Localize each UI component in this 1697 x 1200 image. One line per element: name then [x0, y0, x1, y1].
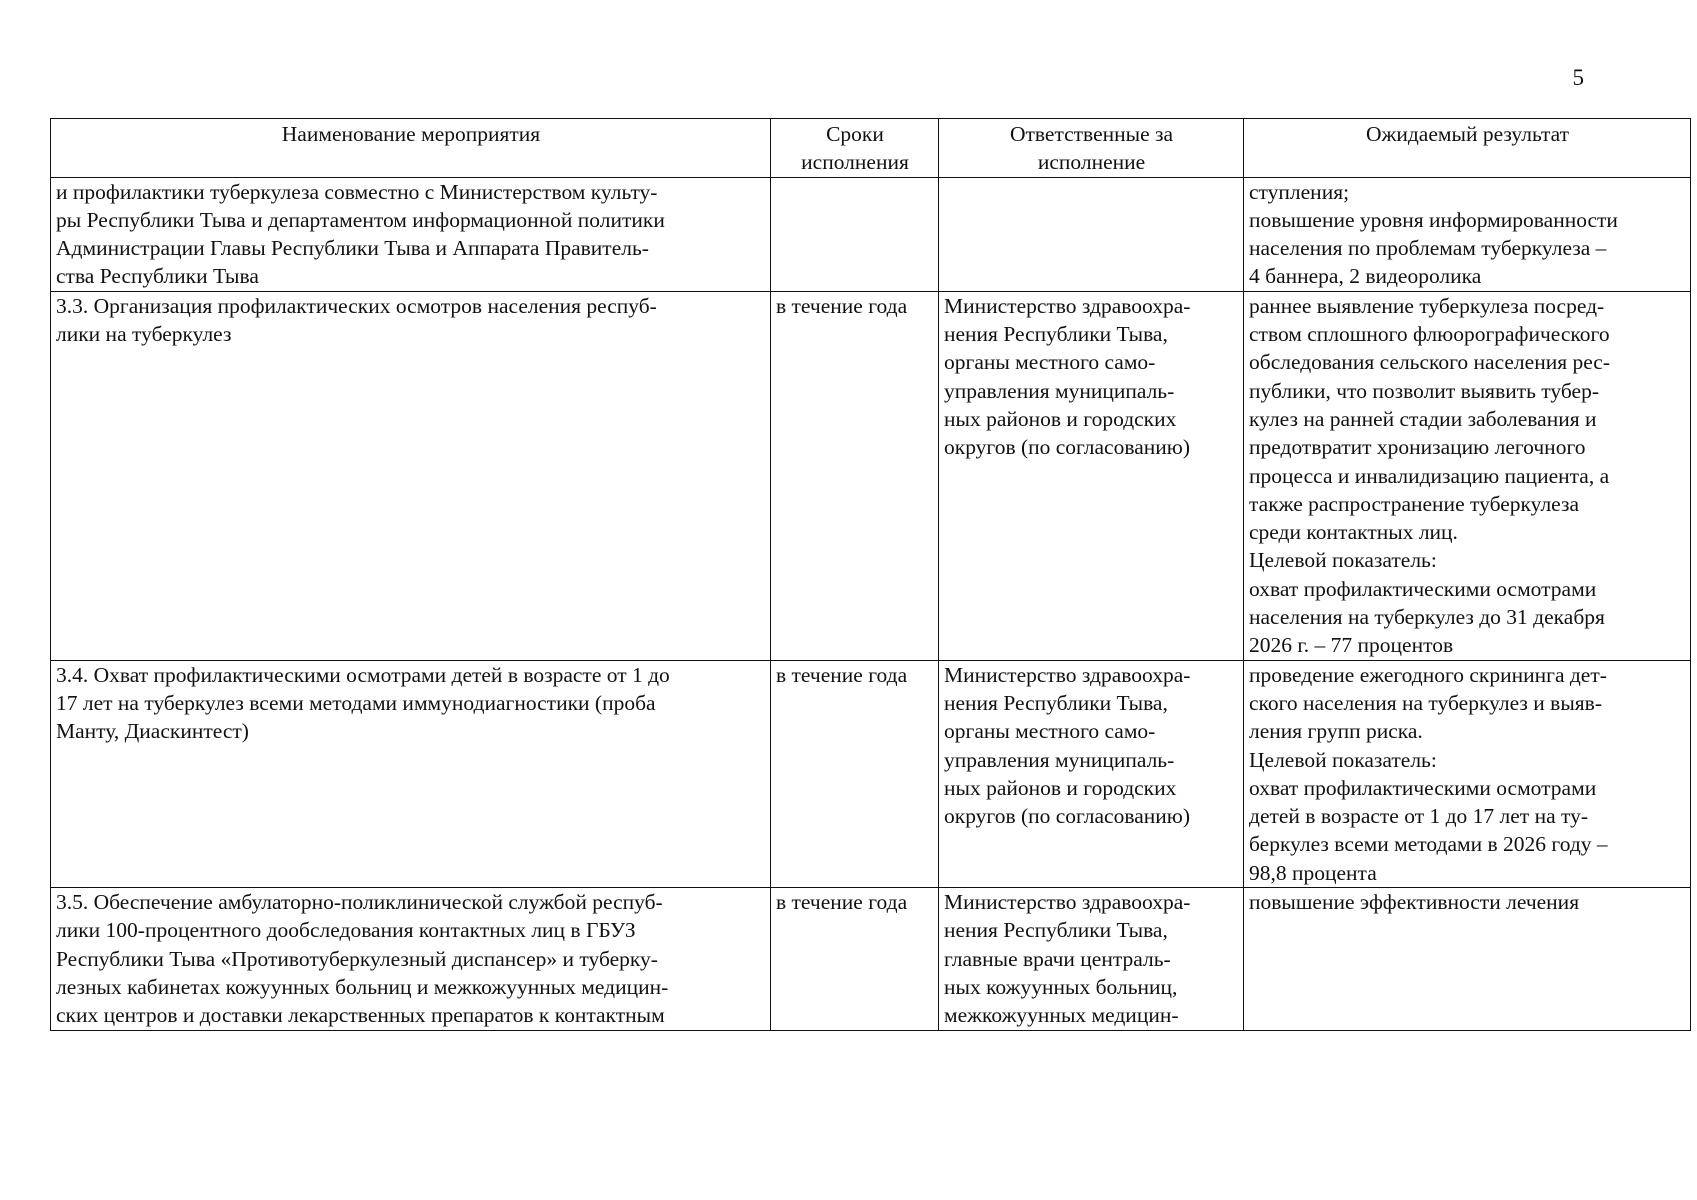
- header-text: исполнение: [1037, 150, 1146, 175]
- header-text: Ожидаемый результат: [1365, 122, 1569, 146]
- result-cell-line: населения на туберкулез до 31 декабря: [1249, 605, 1605, 630]
- events-table: [50, 118, 1691, 1031]
- result-cell-line: обследования сельского населения рес-: [1249, 350, 1611, 375]
- table-row: [51, 177, 1691, 291]
- event-cell-line: Манту, Диаскинтест): [56, 719, 249, 744]
- event-cell-line: ства Республики Тыва: [56, 264, 259, 289]
- event-cell-line: ры Республики Тыва и департаментом информационной политики: [56, 207, 665, 232]
- event-cell-line: и профилактики туберкулеза совместно с Министерством культу-: [56, 179, 658, 204]
- deadline-cell-line: в течение года: [776, 890, 908, 915]
- event-cell: [51, 177, 771, 291]
- result-cell-line: повышение эффективности лечения: [1249, 890, 1580, 915]
- header-result: [1244, 119, 1691, 178]
- event-cell-line: Администрации Главы Республики Тыва и Аппарата Правитель-: [56, 236, 649, 261]
- result-cell-line: среди контактных лиц.: [1249, 520, 1458, 545]
- result-cell-line: предотвратит хронизацию легочного: [1249, 435, 1586, 460]
- responsible-cell-line: нения Республики Тыва,: [944, 690, 1168, 715]
- responsible-cell-line: управления муниципаль-: [944, 378, 1175, 403]
- responsible-cell-line: органы местного само-: [944, 719, 1156, 744]
- header-text: Сроки: [826, 122, 884, 146]
- responsible-cell-line: ных районов и городских: [944, 775, 1177, 800]
- result-cell-line: Целевой показатель:: [1249, 747, 1437, 772]
- result-cell-line: ления групп риска.: [1249, 719, 1423, 744]
- result-cell-line: ского населения на туберкулез и выяв-: [1249, 690, 1602, 715]
- header-event: [51, 119, 771, 178]
- deadline-cell-line: в течение года: [776, 662, 908, 687]
- result-cell-line: детей в возрасте от 1 до 17 лет на ту-: [1249, 804, 1589, 829]
- event-cell-line: Республики Тыва «Противотуберкулезный диспансер» и туберку-: [56, 946, 658, 971]
- event-cell-line: лики на туберкулез: [56, 322, 232, 347]
- responsible-cell-line: нения Республики Тыва,: [944, 918, 1168, 943]
- event-cell-line: 17 лет на туберкулез всеми методами иммунодиагностики (проба: [56, 690, 656, 715]
- responsible-cell-line: главные врачи централь-: [944, 946, 1171, 971]
- result-cell-line: охват профилактическими осмотрами: [1249, 576, 1597, 601]
- event-cell-line: лики 100-процентного дообследования контактных лиц в ГБУЗ: [56, 918, 636, 943]
- header-deadline: [771, 119, 939, 178]
- result-cell: [1244, 291, 1691, 660]
- result-cell: [1244, 660, 1691, 887]
- result-cell-line: ступления;: [1249, 179, 1350, 204]
- responsible-cell-line: Министерство здравоохра-: [944, 662, 1191, 687]
- result-cell-line: ством сплошного флюорографического: [1249, 322, 1610, 347]
- responsible-cell: [939, 888, 1244, 1030]
- result-cell-line: раннее выявление туберкулеза посред-: [1249, 293, 1605, 318]
- result-cell-line: проведение ежегодного скрининга дет-: [1249, 662, 1607, 687]
- result-cell-line: кулез на ранней стадии заболевания и: [1249, 406, 1597, 431]
- table-row: [51, 660, 1691, 887]
- responsible-cell-line: управления муниципаль-: [944, 747, 1175, 772]
- result-cell: [1244, 888, 1691, 1030]
- event-cell-line: ских центров и доставки лекарственных препаратов к контактным: [56, 1003, 665, 1028]
- responsible-cell-line: Министерство здравоохра-: [944, 293, 1191, 318]
- event-cell: [51, 888, 771, 1030]
- result-cell-line: охват профилактическими осмотрами: [1249, 775, 1597, 800]
- table-row: [51, 888, 1691, 1030]
- deadline-cell: [771, 177, 939, 291]
- header-text: Наименование мероприятия: [281, 122, 541, 146]
- result-cell-line: беркулез всеми методами в 2026 году –: [1249, 832, 1608, 857]
- responsible-cell: [939, 177, 1244, 291]
- table-header-row: [51, 119, 1691, 178]
- deadline-cell: [771, 660, 939, 887]
- responsible-cell-line: округов (по согласованию): [944, 804, 1190, 829]
- result-cell-line: повышение уровня информированности: [1249, 207, 1618, 232]
- responsible-cell-line: ных кожуунных больниц,: [944, 974, 1178, 999]
- event-cell: [51, 291, 771, 660]
- result-cell-line: Целевой показатель:: [1249, 548, 1437, 573]
- page-number: 5: [1572, 65, 1584, 90]
- event-cell-line: 3.4. Охват профилактическими осмотрами детей в возрасте от 1 до: [56, 662, 670, 687]
- responsible-cell-line: межкожуунных медицин-: [944, 1003, 1179, 1028]
- result-cell-line: 4 баннера, 2 видеоролика: [1249, 264, 1482, 289]
- responsible-cell-line: округов (по согласованию): [944, 435, 1190, 460]
- result-cell-line: также распространение туберкулеза: [1249, 491, 1580, 516]
- result-cell-line: процесса и инвалидизацию пациента, а: [1249, 463, 1610, 488]
- responsible-cell: [939, 291, 1244, 660]
- table-row: [51, 291, 1691, 660]
- header-responsible: [939, 119, 1244, 178]
- event-cell-line: 3.5. Обеспечение амбулаторно-поликлинической службой респуб-: [56, 890, 663, 915]
- deadline-cell: [771, 888, 939, 1030]
- deadline-cell: [771, 291, 939, 660]
- result-cell: [1244, 177, 1691, 291]
- event-cell-line: 3.3. Организация профилактических осмотров населения респуб-: [56, 293, 657, 318]
- result-cell-line: публики, что позволит выявить тубер-: [1249, 378, 1599, 403]
- responsible-cell: [939, 660, 1244, 887]
- result-cell-line: населения по проблемам туберкулеза –: [1249, 236, 1607, 261]
- header-text: исполнения: [801, 150, 909, 175]
- result-cell-line: 2026 г. – 77 процентов: [1249, 633, 1454, 658]
- event-cell-line: лезных кабинетах кожуунных больниц и межкожуунных медицин-: [56, 974, 669, 999]
- responsible-cell-line: ных районов и городских: [944, 406, 1177, 431]
- responsible-cell-line: Министерство здравоохра-: [944, 890, 1191, 915]
- result-cell-line: 98,8 процента: [1249, 860, 1377, 885]
- responsible-cell-line: нения Республики Тыва,: [944, 322, 1168, 347]
- deadline-cell-line: в течение года: [776, 293, 908, 318]
- header-text: Ответственные за: [1009, 122, 1174, 146]
- event-cell: [51, 660, 771, 887]
- responsible-cell-line: органы местного само-: [944, 350, 1156, 375]
